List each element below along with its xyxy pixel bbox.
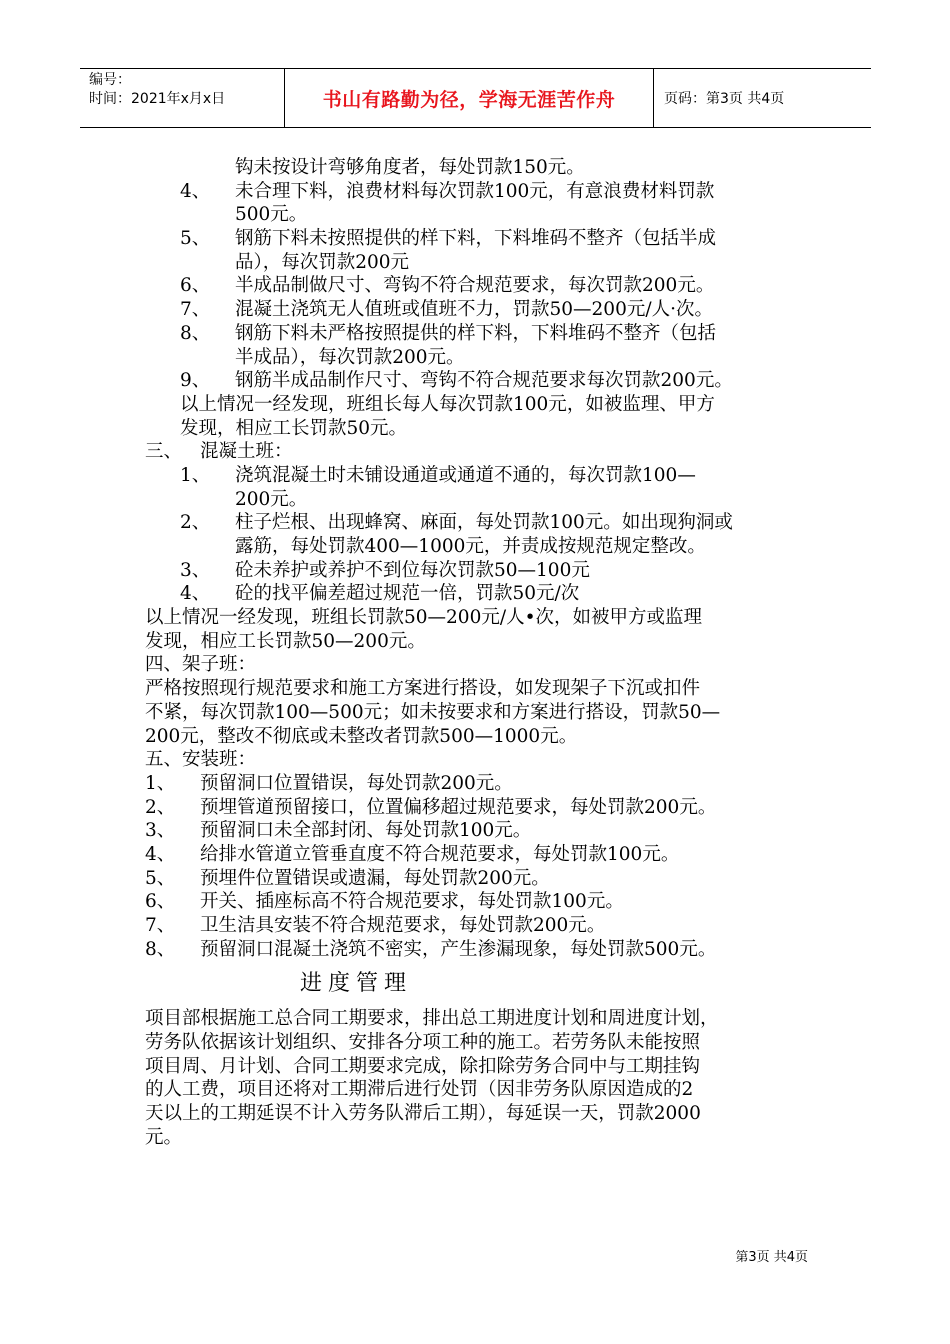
- item-number: 9、: [180, 370, 211, 392]
- line-text: 砼的找平偏差超过规范一倍，罚款50元/次: [235, 583, 580, 605]
- header-table: [80, 68, 871, 128]
- rule-list: [0, 156, 950, 961]
- item-number: 4、: [145, 843, 176, 865]
- rule-line: [0, 819, 950, 843]
- item-number: 3、: [180, 559, 211, 581]
- rule-line: [0, 203, 950, 227]
- rule-line: [0, 630, 950, 654]
- rule-line: [0, 535, 950, 559]
- line-text: 以上情况一经发现，班组长罚款50—200元/人•次，如被甲方或监理: [145, 607, 702, 629]
- rule-line: [0, 464, 950, 488]
- item-number: 5、: [145, 867, 176, 889]
- header-meta: [80, 69, 284, 127]
- line-text: 混凝土浇筑无人值班或值班不力，罚款50—200元/人·次。: [235, 299, 713, 321]
- line-text: 开关、插座标高不符合规范要求，每处罚款100元。: [200, 891, 624, 913]
- rule-line: [0, 938, 950, 962]
- line-text: 200元。: [235, 488, 308, 510]
- rule-line: [0, 251, 950, 275]
- line-text: 混凝土班：: [200, 441, 293, 463]
- rule-line: [0, 748, 950, 772]
- rule-line: [0, 677, 950, 701]
- paragraph-line: 劳务队依据该计划组织、安排各分项工种的施工。若劳务队未能按照: [145, 1032, 701, 1054]
- document-date-label: 时间：2021年x月x日: [89, 91, 226, 107]
- item-number: 8、: [145, 938, 176, 960]
- item-number: 三、: [145, 441, 183, 463]
- item-number: 7、: [180, 299, 211, 321]
- line-text: 预留洞口未全部封闭、每处罚款100元。: [200, 820, 532, 842]
- rule-line: [0, 582, 950, 606]
- line-text: 500元。: [235, 204, 308, 226]
- rule-line: [0, 914, 950, 938]
- item-number: 2、: [180, 512, 211, 534]
- document-body: [0, 156, 950, 1150]
- footer-page-number: 第3页 共4页: [735, 1250, 808, 1265]
- paragraph-line: 项目周、月计划、合同工期要求完成，除扣除劳务合同中与工期挂钩: [145, 1055, 701, 1077]
- line-text: 浇筑混凝土时未铺设通道或通道不通的，每次罚款100—: [235, 464, 696, 486]
- item-number: 3、: [145, 820, 176, 842]
- item-number: 4、: [180, 583, 211, 605]
- item-number: 1、: [145, 772, 176, 794]
- schedule-paragraph: [0, 1007, 950, 1149]
- rule-line: [0, 606, 950, 630]
- paragraph-line: 天以上的工期延误不计入劳务队滞后工期），每延误一天，罚款2000: [145, 1103, 701, 1125]
- line-text: 露筋，每处罚款400—1000元，并责成按规范规定整改。: [235, 536, 706, 557]
- line-text: 钩未按设计弯够角度者，每处罚款150元。: [235, 157, 585, 178]
- paragraph-line: 元。: [145, 1126, 183, 1148]
- rule-line: [0, 298, 950, 322]
- header-motto: 书山有路勤为径，学海无涯苦作舟: [284, 69, 654, 127]
- line-text: 四、架子班：: [145, 654, 257, 676]
- paragraph-line: 项目部根据施工总合同工期要求，排出总工期进度计划和周进度计划，: [145, 1008, 719, 1030]
- line-text: 五、安装班：: [145, 749, 257, 771]
- line-text: 半成品制做尺寸、弯钩不符合规范要求，每次罚款200元。: [235, 275, 715, 297]
- line-text: 严格按照现行规范要求和施工方案进行搭设，如发现架子下沉或扣件: [145, 678, 701, 700]
- item-number: 7、: [145, 915, 176, 936]
- header-page-number: 页码：第3页 共4页: [664, 91, 785, 107]
- rule-line: [0, 843, 950, 867]
- rule-line: [0, 890, 950, 914]
- rule-line: [0, 227, 950, 251]
- line-text: 200元，整改不彻底或未整改者罚款500—1000元。: [145, 725, 578, 747]
- item-number: 5、: [180, 228, 211, 250]
- rule-line: [0, 393, 950, 417]
- line-text: 预埋管道预留接口，位置偏移超过规范要求，每处罚款200元。: [200, 796, 717, 818]
- rule-line: [0, 511, 950, 535]
- line-text: 不紧，每次罚款100—500元；如未按要求和方案进行搭设，罚款50—: [145, 701, 721, 723]
- line-text: 给排水管道立管垂直度不符合规范要求，每处罚款100元。: [200, 843, 680, 865]
- line-text: 钢筋半成品制作尺寸、弯钩不符合规范要求每次罚款200元。: [235, 370, 733, 392]
- section-title: 进度管理: [300, 971, 413, 997]
- rule-line: [0, 346, 950, 370]
- line-text: 卫生洁具安装不符合规范要求，每处罚款200元。: [200, 915, 606, 936]
- line-text: 钢筋下料未按照提供的样下料，下料堆码不整齐（包括半成: [235, 228, 717, 250]
- item-number: 8、: [180, 322, 211, 344]
- item-number: 1、: [180, 464, 211, 486]
- rule-line: [0, 417, 950, 441]
- document-number-label: 编号：: [89, 72, 131, 88]
- item-number: 6、: [180, 275, 211, 297]
- line-text: 品），每次罚款200元: [235, 251, 410, 273]
- item-number: 4、: [180, 180, 211, 202]
- line-text: 半成品），每次罚款200元。: [235, 346, 465, 368]
- rule-line: [0, 369, 950, 393]
- rule-line: [0, 701, 950, 725]
- rule-line: [0, 274, 950, 298]
- line-text: 预埋件位置错误或遗漏，每处罚款200元。: [200, 867, 550, 889]
- line-text: 预留洞口混凝土浇筑不密实，产生渗漏现象，每处罚款500元。: [200, 938, 717, 960]
- rule-line: [0, 772, 950, 796]
- paragraph-line: 的人工费，项目还将对工期滞后进行处罚（因非劳务队原因造成的2: [145, 1079, 694, 1101]
- line-text: 发现，相应工长罚款50—200元。: [145, 630, 426, 652]
- line-text: 发现，相应工长罚款50元。: [180, 417, 408, 439]
- item-number: 2、: [145, 796, 176, 818]
- rule-line: [0, 440, 950, 464]
- line-text: 未合理下料，浪费材料每次罚款100元，有意浪费材料罚款: [235, 180, 715, 202]
- rule-line: [0, 796, 950, 820]
- rule-line: [0, 725, 950, 749]
- line-text: 柱子烂根、出现蜂窝、麻面，每处罚款100元。如出现狗洞或: [235, 512, 733, 534]
- rule-line: [0, 180, 950, 204]
- rule-line: [0, 653, 950, 677]
- rule-line: [0, 867, 950, 891]
- rule-line: [0, 322, 950, 346]
- rule-line: [0, 559, 950, 583]
- rule-line: [0, 488, 950, 512]
- line-text: 以上情况一经发现，班组长每人每次罚款100元，如被监理、甲方: [180, 393, 715, 415]
- item-number: 6、: [145, 891, 176, 913]
- line-text: 砼未养护或养护不到位每次罚款50—100元: [235, 559, 590, 581]
- line-text: 预留洞口位置错误，每处罚款200元。: [200, 772, 513, 794]
- line-text: 钢筋下料未严格按照提供的样下料，下料堆码不整齐（包括: [235, 322, 717, 344]
- rule-line: [0, 156, 950, 180]
